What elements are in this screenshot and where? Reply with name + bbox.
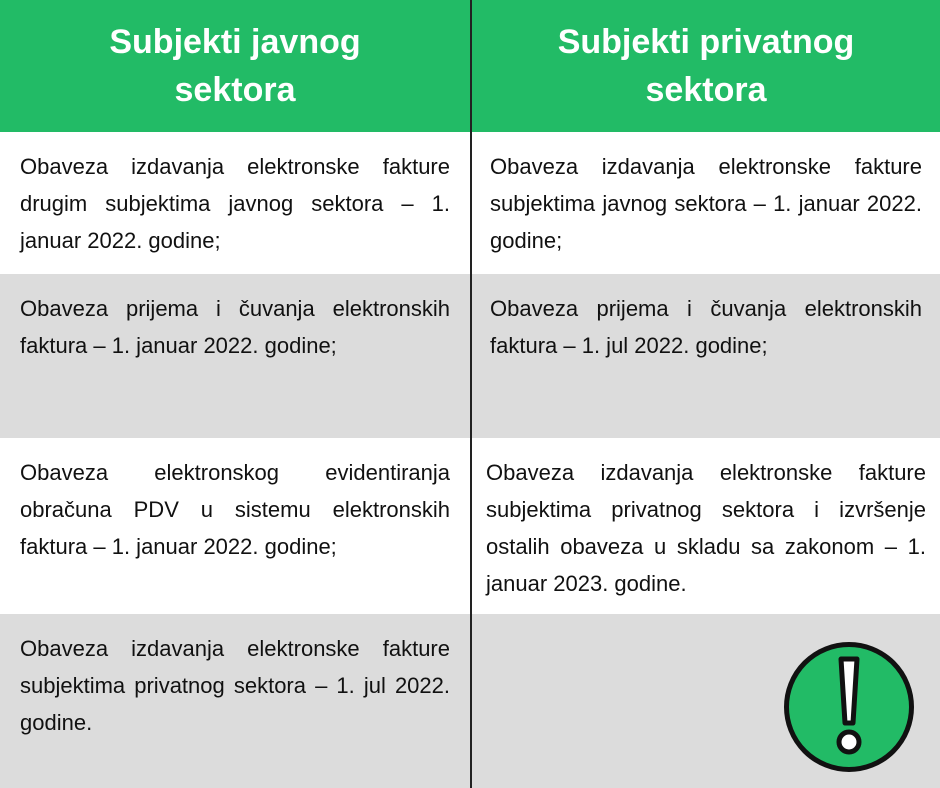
cell-public — [0, 438, 472, 614]
cell-private — [472, 132, 940, 274]
cell-text: Obaveza prijema i čuvanja elektronskih faktura – 1. jul 2022. godine; — [490, 296, 922, 358]
table-header — [0, 0, 940, 134]
cell-public — [0, 614, 472, 788]
exclamation-glyph — [789, 647, 909, 767]
header-private-label: Subjekti privatnog sektora — [557, 23, 855, 109]
cell-text: Obaveza prijema i čuvanja elektronskih faktura – 1. januar 2022. godine; — [20, 296, 450, 358]
table-row — [0, 274, 940, 440]
cell-private — [472, 614, 940, 788]
header-cell-public — [0, 0, 472, 132]
cell-public — [0, 274, 472, 438]
table-row — [0, 614, 940, 788]
table-row — [0, 438, 940, 616]
header-public-label: Subjekti javnog sektora — [109, 23, 361, 109]
cell-private — [472, 438, 940, 614]
cell-text: Obaveza izdavanja elektronske fakture subjektima privatnog sektora i izvršenje ostalih obaveza u skladu sa zakonom – 1. januar 2023. godine. — [486, 460, 926, 596]
cell-text: Obaveza izdavanja elektronske fakture subjektima privatnog sektora – 1. jul 2022. godine. — [20, 636, 450, 735]
table-row — [0, 132, 940, 276]
exclamation-circle-icon — [784, 642, 914, 772]
cell-text: Obaveza izdavanja elektronske fakture subjektima javnog sektora – 1. januar 2022. godine; — [490, 154, 922, 253]
cell-private — [472, 274, 940, 438]
header-cell-private — [472, 0, 940, 132]
cell-text: Obaveza izdavanja elektronske fakture drugim subjektima javnog sektora – 1. januar 2022. godine; — [20, 154, 450, 253]
cell-public — [0, 132, 472, 274]
cell-text: Obaveza elektronskog evidentiranja obračuna PDV u sistemu elektronskih faktura – 1. januar 2022. godine; — [20, 460, 450, 559]
